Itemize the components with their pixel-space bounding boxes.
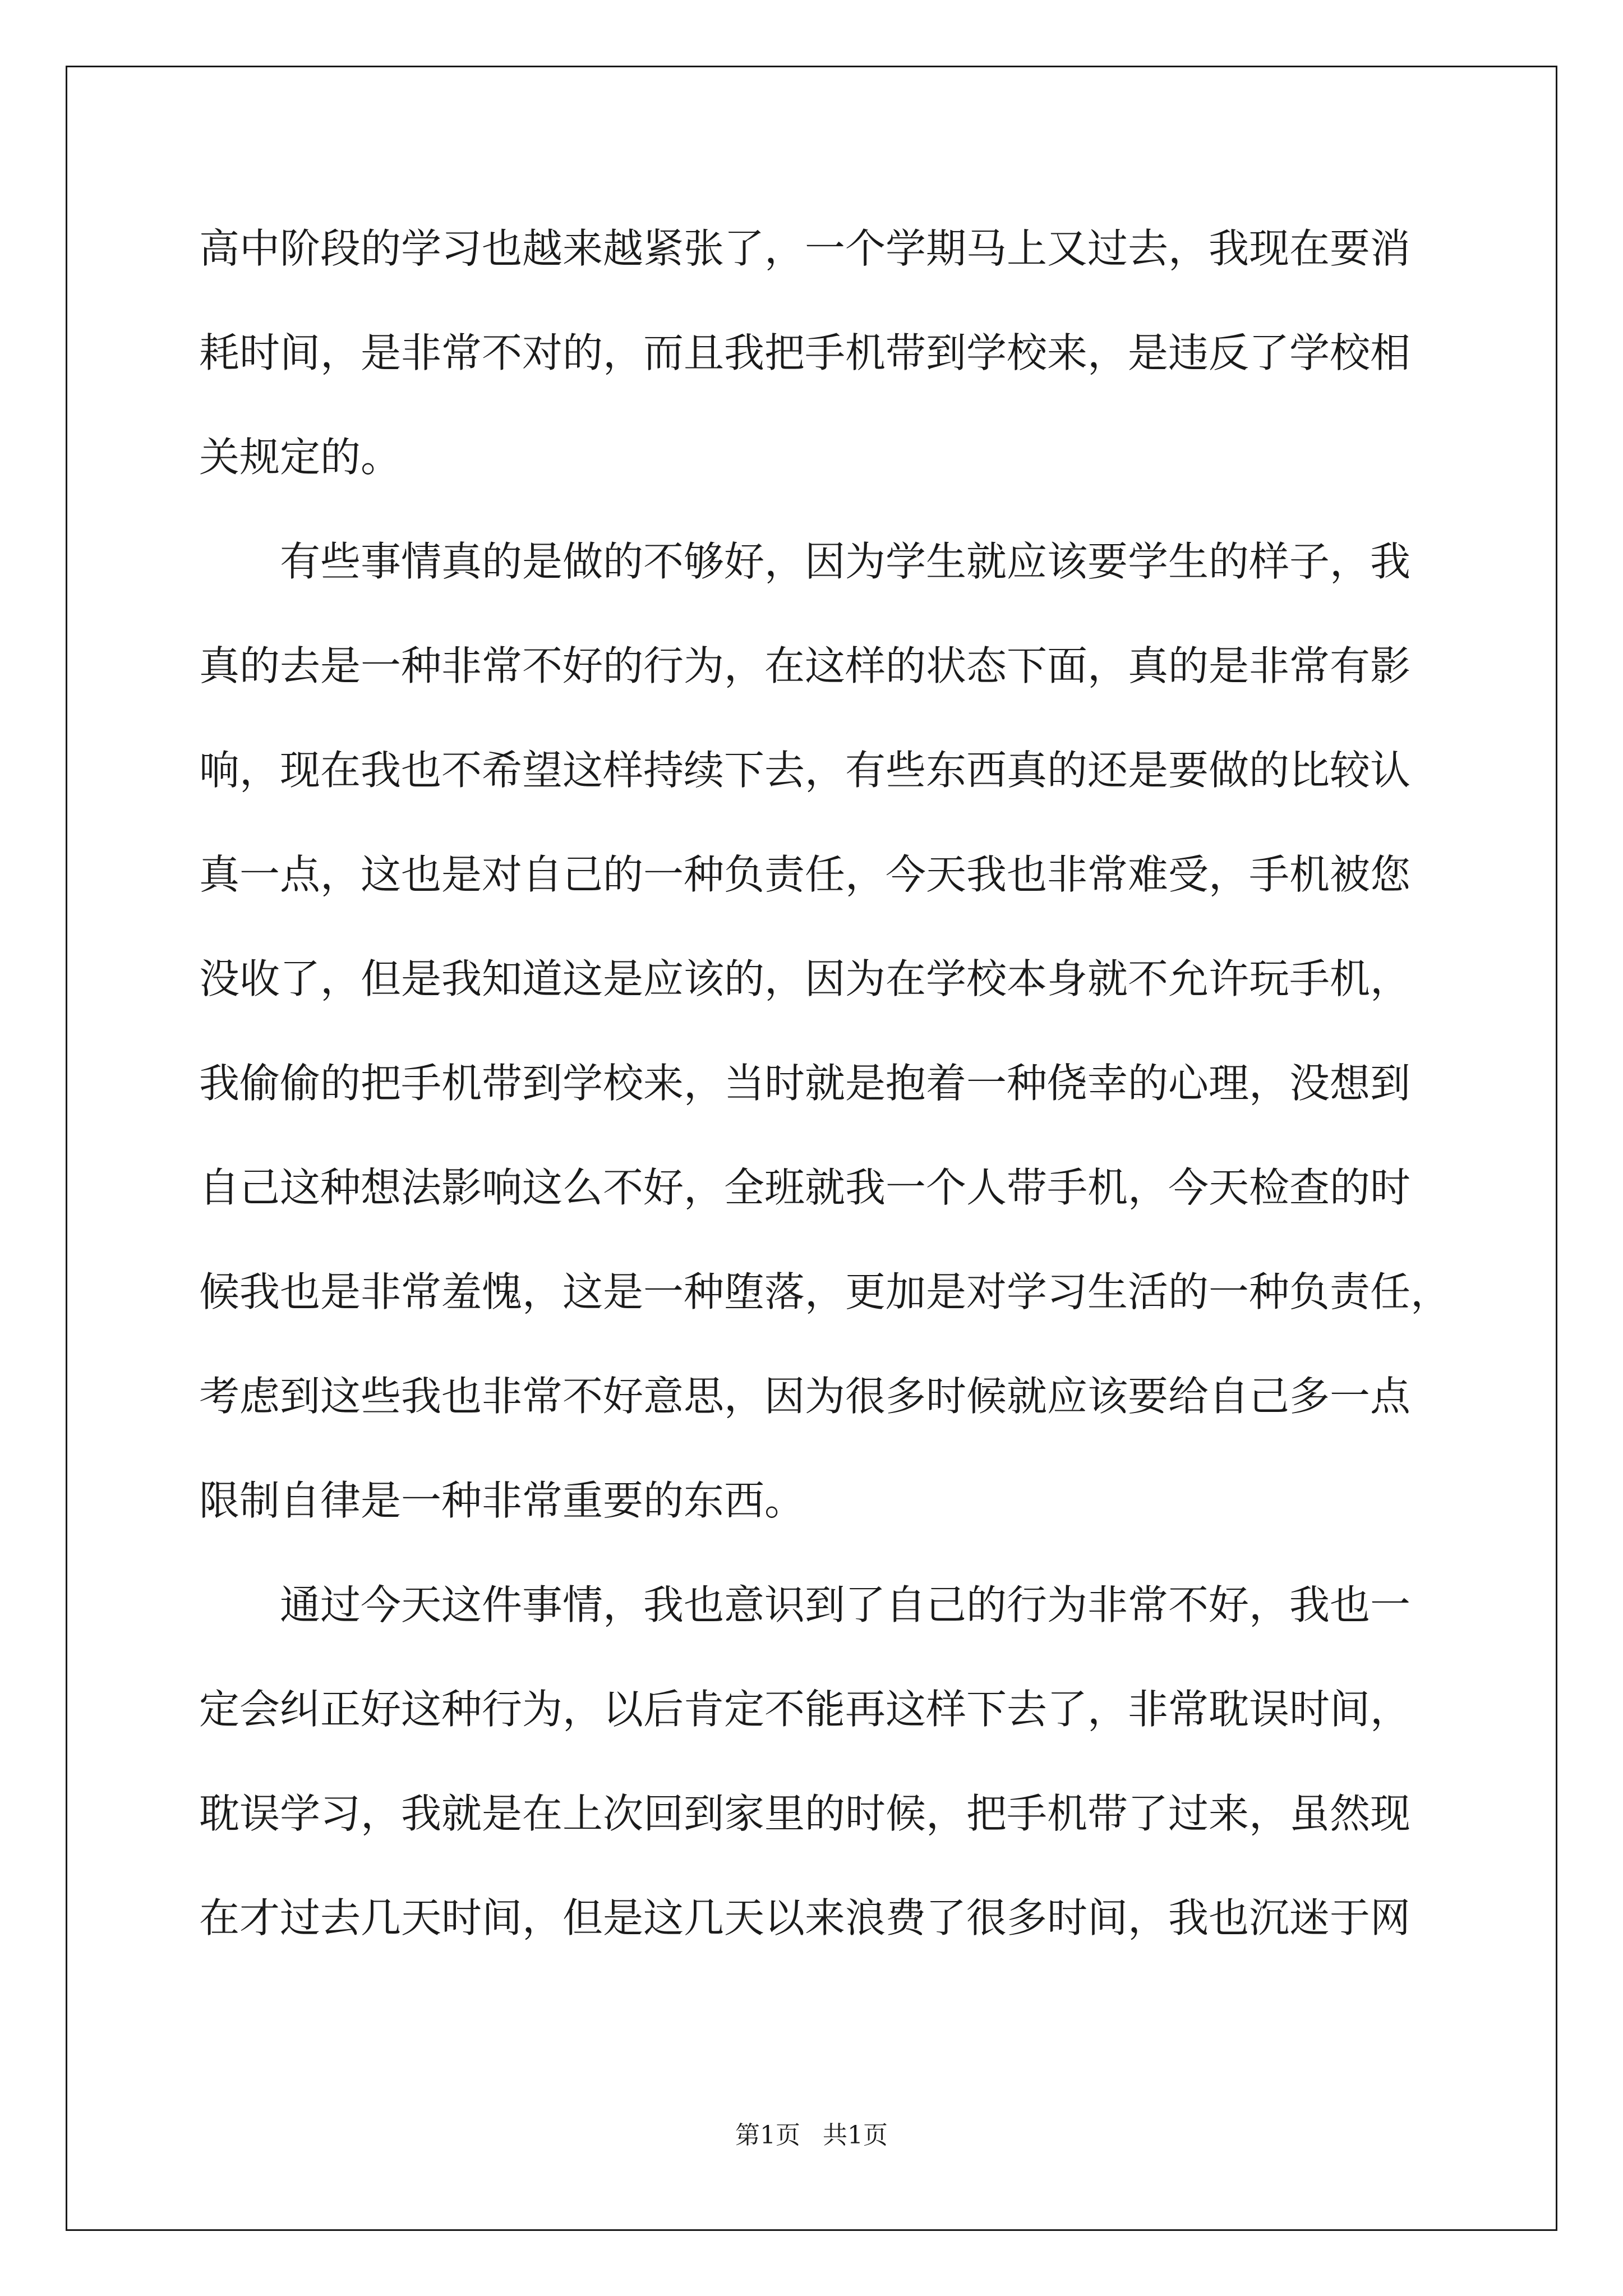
text-line: 响，现在我也不希望这样持续下去，有些东西真的还是要做的比较认 bbox=[199, 747, 1411, 794]
paragraph-2 bbox=[199, 531, 1451, 1574]
text-line: 候我也是非常羞愧，这是一种堕落，更加是对学习生活的一种负责任， bbox=[199, 1268, 1451, 1315]
text-line: 真一点，这也是对自己的一种负责任，今天我也非常难受，手机被您 bbox=[199, 851, 1411, 898]
text-line: 限制自律是一种非常重要的东西。 bbox=[199, 1477, 805, 1524]
text-line: 有些事情真的是做的不够好，因为学生就应该要学生的样子，我 bbox=[199, 538, 1411, 585]
paragraph-3 bbox=[199, 1574, 1444, 1991]
page-number: 第1页 bbox=[735, 2121, 800, 2150]
paragraph-1 bbox=[199, 218, 1444, 531]
text-line: 高中阶段的学习也越来越紧张了，一个学期马上又过去，我现在要消 bbox=[199, 225, 1411, 272]
text-line: 在才过去几天时间，但是这几天以来浪费了很多时间，我也沉迷于网 bbox=[199, 1894, 1411, 1941]
page-total: 共1页 bbox=[823, 2121, 888, 2150]
document-body bbox=[199, 218, 1451, 1991]
text-line: 真的去是一种非常不好的行为，在这样的状态下面，真的是非常有影 bbox=[199, 642, 1411, 689]
text-line: 我偷偷的把手机带到学校来，当时就是抱着一种侥幸的心理，没想到 bbox=[199, 1060, 1411, 1107]
text-line: 考虑到这些我也非常不好意思，因为很多时候就应该要给自己多一点 bbox=[199, 1373, 1411, 1420]
text-line: 耗时间，是非常不对的，而且我把手机带到学校来，是违反了学校相 bbox=[199, 329, 1411, 376]
text-line: 没收了，但是我知道这是应该的，因为在学校本身就不允许玩手机， bbox=[199, 955, 1411, 1002]
text-line: 自己这种想法影响这么不好，全班就我一个人带手机，今天检查的时 bbox=[199, 1164, 1411, 1211]
text-line: 通过今天这件事情，我也意识到了自己的行为非常不好，我也一 bbox=[199, 1581, 1411, 1628]
text-line: 关规定的。 bbox=[199, 434, 402, 481]
text-line: 定会纠正好这种行为，以后肯定不能再这样下去了，非常耽误时间， bbox=[199, 1686, 1411, 1733]
page-footer bbox=[0, 2115, 1623, 2151]
text-line: 耽误学习，我就是在上次回到家里的时候，把手机带了过来，虽然现 bbox=[199, 1790, 1411, 1837]
